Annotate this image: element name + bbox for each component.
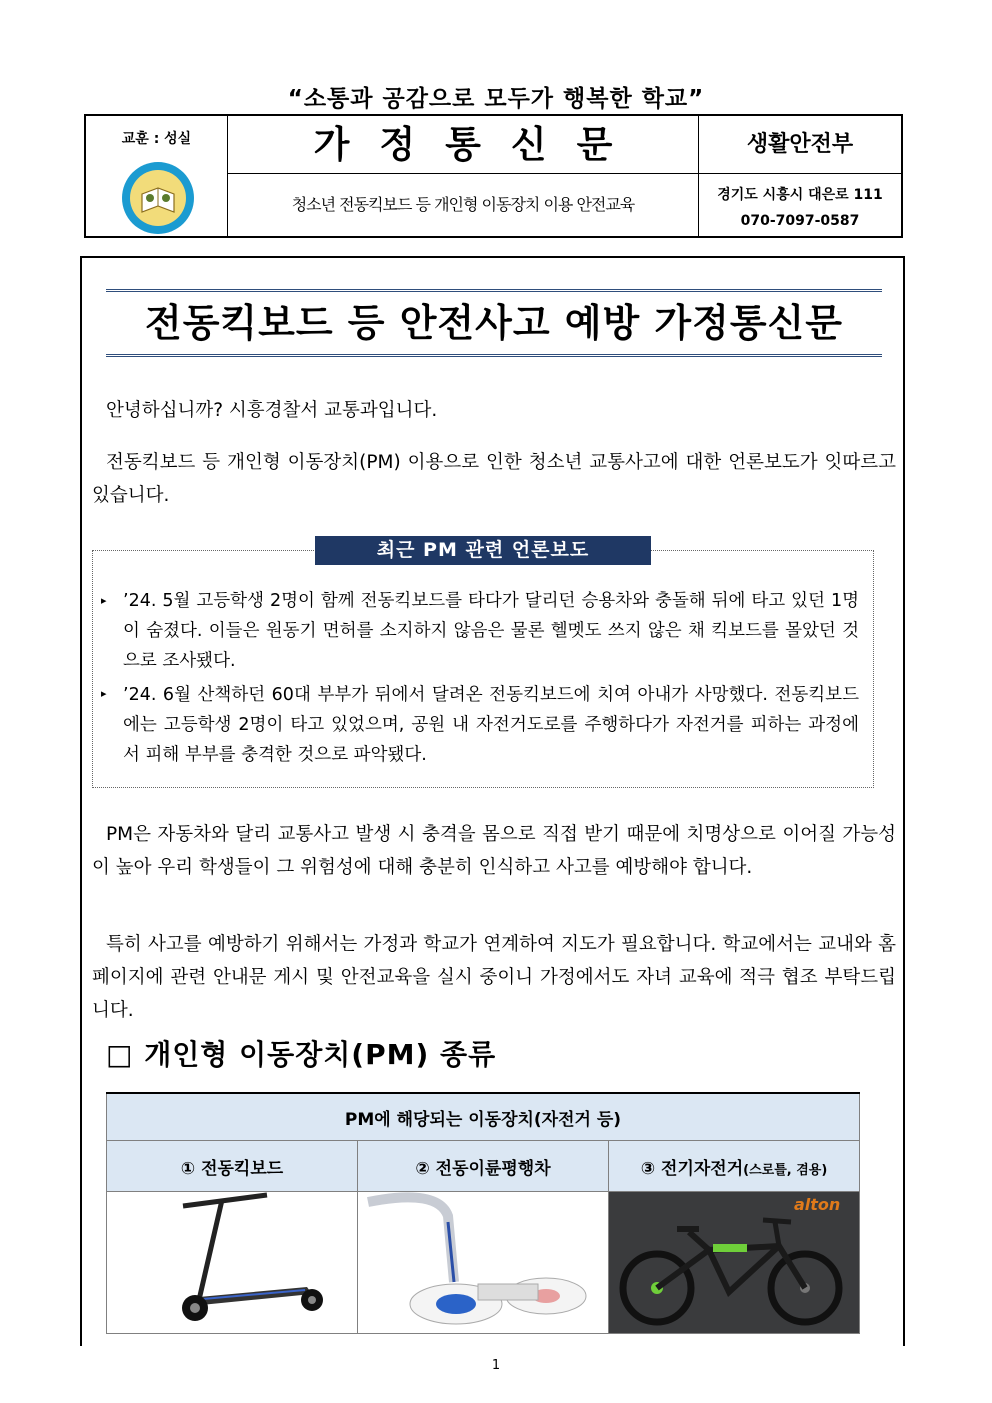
- col-electric-bicycle: [609, 1141, 860, 1192]
- main-title: 전동킥보드 등 안전사고 예방 가정통신문: [106, 289, 882, 357]
- department-name: 생활안전부: [699, 116, 901, 174]
- col-electric-bicycle-main: ③ 전기자전거: [640, 1158, 744, 1179]
- intro-paragraph: 전동킥보드 등 개인형 이동장치(PM) 이용으로 인한 청소년 교통사고에 대한 언론보도가 잇따르고 있습니다.: [92, 452, 896, 506]
- motto-logo-cell: [86, 116, 228, 236]
- bullet-icon: ▸: [101, 594, 107, 607]
- school-address: 경기도 시흥시 대은로 111: [717, 187, 883, 203]
- newsletter-title: 가정통신문: [228, 116, 699, 174]
- cooperation-paragraph: 특히 사고를 예방하기 위해서는 가정과 학교가 연계하여 지도가 필요합니다. 학교에서는 교내와 홈페이지에 관련 안내문 게시 및 안전교육을 실시 중이니 가정에서도 자녀 교육에 적극 협조 부탁드립니다.: [92, 934, 896, 1021]
- bike-brand-label: alton: [794, 1195, 841, 1214]
- school-motto-label: 교훈 : 성실: [121, 131, 192, 147]
- col-electric-kickboard: ① 전동킥보드: [107, 1141, 358, 1192]
- newsletter-header: [84, 114, 903, 238]
- section-title: □ 개인형 이동장치(PM) 종류: [106, 1038, 497, 1071]
- col-electric-bicycle-note: (스로틀, 겸용): [743, 1162, 828, 1178]
- table-header: PM에 해당되는 이동장치(자전거 등): [107, 1093, 860, 1141]
- bullet-icon: ▸: [101, 687, 107, 700]
- school-motto: “소통과 공감으로 모두가 행복한 학교”: [287, 86, 705, 112]
- school-seal-icon: [120, 160, 196, 236]
- electric-bicycle-icon: [609, 1192, 859, 1328]
- news-item: ’24. 6월 산책하던 60대 부부가 뒤에서 달려온 전동킥보드에 치여 아내가 사망했다. 전동킥보드에는 고등학생 2명이 타고 있었으며, 공원 내 자전거도로를 주행하다가 자전거를 피하는 과정에서 피해 부부를 충격한 것으로 파악됐다.: [123, 685, 859, 765]
- col-balance-vehicle: ② 전동이륜평행차: [358, 1141, 609, 1192]
- news-item: ’24. 5월 고등학생 2명이 함께 전동킥보드를 타다가 달리던 승용차와 충돌해 뒤에 타고 있던 1명이 숨졌다. 이들은 원동기 면허를 소지하지 않음은 물론 헬멧도 쓰지 않은 채 킥보드를 몰았던 것으로 조사됐다.: [123, 591, 859, 671]
- news-box-label: 최근 PM 관련 언론보도: [315, 536, 651, 565]
- greeting-paragraph: 안녕하십니까? 시흥경찰서 교통과입니다.: [106, 400, 438, 421]
- kickboard-image: [107, 1192, 358, 1334]
- balance-vehicle-image: [358, 1192, 609, 1334]
- pm-types-table: [106, 1092, 860, 1334]
- balance-vehicle-icon: [358, 1192, 608, 1328]
- newsletter-subtitle: 청소년 전동킥보드 등 개인형 이동장치 이용 안전교육: [228, 174, 699, 236]
- page-number: 1: [491, 1358, 501, 1373]
- school-phone: 070-7097-0587: [740, 213, 860, 229]
- kickboard-icon: [107, 1192, 357, 1328]
- contact-info: [699, 174, 901, 236]
- risk-paragraph: PM은 자동차와 달리 교통사고 발생 시 충격을 몸으로 직접 받기 때문에 치명상으로 이어질 가능성이 높아 우리 학생들이 그 위험성에 대해 충분히 인식하고 사고를 예방해야 합니다.: [92, 824, 896, 878]
- electric-bicycle-image: [609, 1192, 860, 1334]
